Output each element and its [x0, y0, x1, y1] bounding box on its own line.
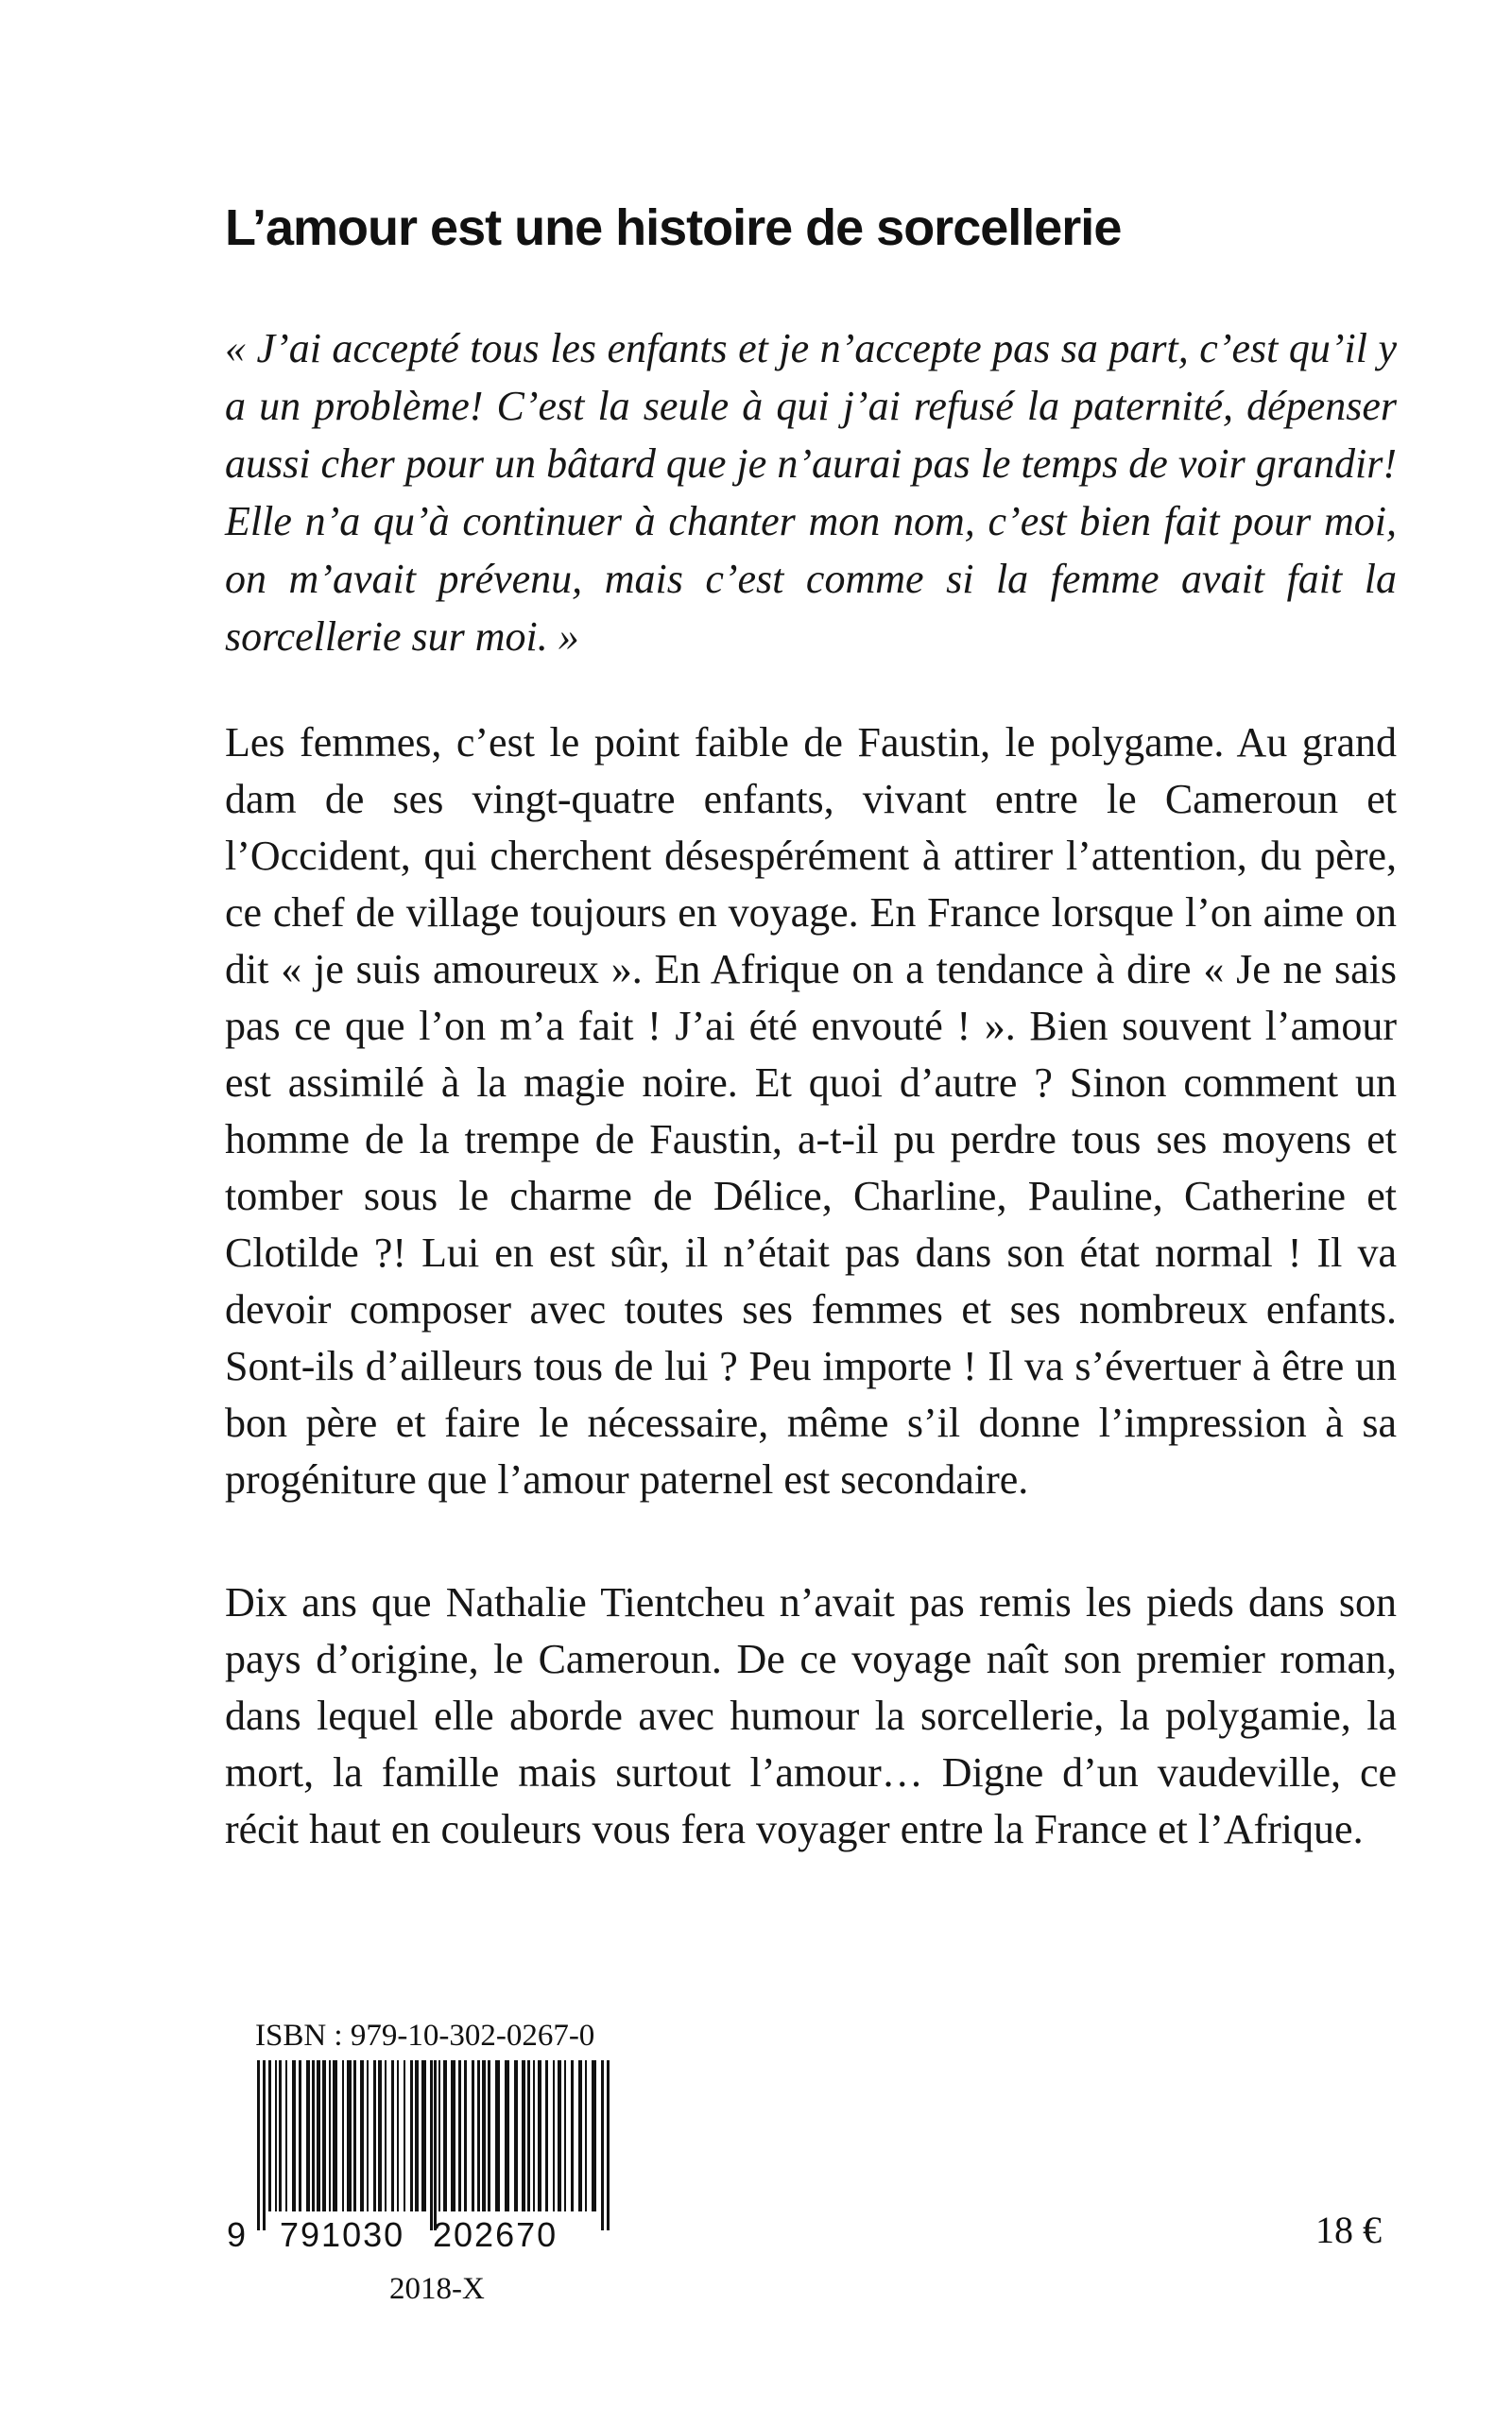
- author-paragraph: Dix ans que Nathalie Tientcheu n’avait pas remis les pieds dans son pays d’origine, le Cameroun. De ce voyage naît son premier roman, dans lequel elle aborde avec humour la sorcellerie, la polygamie, la mort, la famille mais surtout l’amour… Digne d’un vaudeville, ce récit haut en couleurs vous fera voyager entre la France et l’Afrique.: [225, 1579, 1397, 1852]
- price-label: 18 €: [1315, 2209, 1382, 2251]
- barcode-left-group: 791030: [280, 2215, 405, 2254]
- blurb-quote: « J’ai accepté tous les enfants et je n’accepte pas sa part, c’est qu’il y a un problème! C’est la seule à qui j’ai refusé la paternité, dépenser aussi cher pour un bâtard que je n’aurai pas le temps de voir grandir! Elle n’a qu’à continuer à chanter mon nom, c’est bien fait pour moi, on m’avait prévenu, mais c’est comme si la femme avait fait la sorcellerie sur moi. »: [225, 325, 1397, 660]
- book-title: L’amour est une histoire de sorcellerie: [225, 199, 1122, 256]
- edition-code: 2018-X: [389, 2272, 485, 2306]
- summary-paragraph: Les femmes, c’est le point faible de Faustin, le polygame. Au grand dam de ses vingt-quatre enfants, vivant entre le Cameroun et l’Occident, qui cherchent désespérément à attirer l’attention, du père, ce chef de village toujours en voyage. En France lorsque l’on aime on dit « je suis amoureux ». En Afrique on a tendance à dire « Je ne sais pas ce que l’on m’a fait ! J’ai été envouté ! ». Bien souvent l’amour est assimilé à la magie noire. Et quoi d’autre ? Sinon comment un homme de la trempe de Faustin, a-t-il pu perdre tous ses moyens et tomber sous le charme de Délice, Charline, Pauline, Catherine et Clotilde ?! Lui en est sûr, il n’était pas dans son état normal ! Il va devoir composer avec toutes ses femmes et ses nombreux enfants. Sont-ils d’ailleurs tous de lui ? Peu importe ! Il va s’évertuer à être un bon père et faire le nécessaire, même s’il donne l’impression à sa progéniture que l’amour paternel est secondaire.: [225, 719, 1397, 1503]
- barcode-digits: [227, 2215, 614, 2263]
- barcode-right-group: 202670: [433, 2215, 558, 2254]
- barcode-first-digit: 9: [227, 2215, 247, 2254]
- isbn-label: ISBN : 979-10-302-0267-0: [255, 2019, 595, 2053]
- barcode-image: [255, 2060, 610, 2230]
